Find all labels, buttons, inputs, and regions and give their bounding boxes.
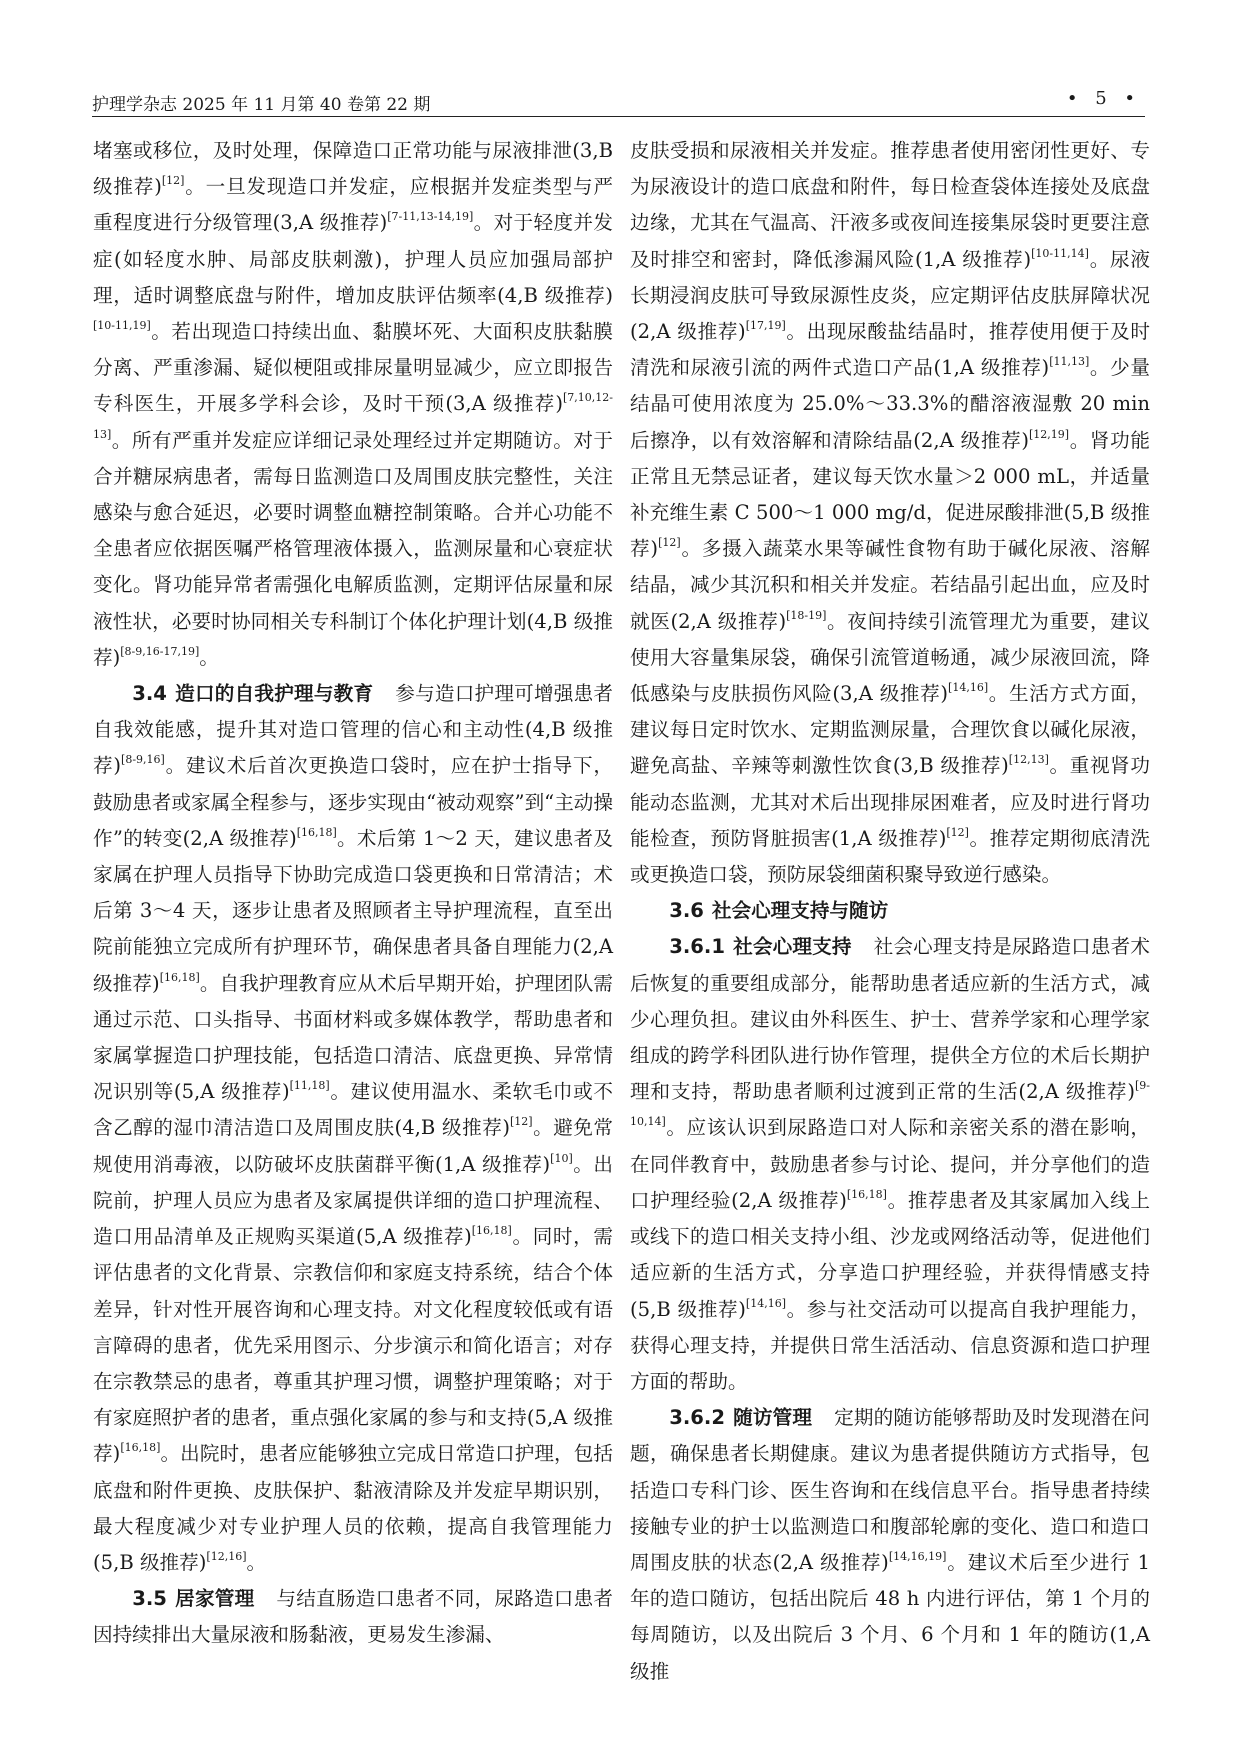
section-3-6-1 xyxy=(630,929,1150,1400)
citation-ref: [12,13] xyxy=(1008,753,1049,767)
citation-ref: [16,18] xyxy=(120,1441,161,1455)
paragraph-home-management xyxy=(630,133,1150,893)
text-run: 。同时，需评估患者的文化背景、宗教信仰和家庭支持系统，结合个体差异，针对性开展咨询和心理支持。对文化程度较低或有语言障碍的患者，优先采用图示、分步演示和简化语言；对存在宗教禁忌的患者，尊重其护理习惯，调整护理策略；对于有家庭照护者的患者，重点强化家属的参与和支持(5,A 级推荐) xyxy=(93,1225,613,1466)
citation-ref: [18-19] xyxy=(786,608,827,622)
citation-ref: [12] xyxy=(946,825,969,839)
section-3-5 xyxy=(93,1581,613,1653)
paragraph-complication-management xyxy=(93,133,613,676)
text-run: 。少量结晶可使用浓度为 25.0%～33.3%的醋溶液湿敷 20 min 后擦净，以有效溶解和清除结晶(2,A 级推荐) xyxy=(630,356,1150,452)
header-rule xyxy=(92,116,1145,117)
section-3-6 xyxy=(630,893,1150,929)
running-header xyxy=(92,86,1141,116)
citation-ref: [8-9,16] xyxy=(121,753,165,767)
text-run: 参与造口护理可增强患者自我效能感，提升其对造口管理的信心和主动性(4,B 级推荐) xyxy=(93,682,614,778)
journal-citation: 护理学杂志 2025 年 11 月第 40 卷第 22 期 xyxy=(92,95,431,115)
text-run: 。出院前，护理人员应为患者及家属提供详细的造口护理流程、造口用品清单及正规购买渠道(5,A 级推荐) xyxy=(93,1152,613,1249)
citation-ref: [16,18] xyxy=(296,825,337,839)
section-3-6-2 xyxy=(630,1400,1150,1690)
citation-ref: [12] xyxy=(658,536,681,550)
text-run: 。肾功能正常且无禁忌证者，建议每天饮水量＞2 000 mL，并适量补充维生素 C 500～1 000 mg/d，促进尿酸排泄(5,B 级推荐) xyxy=(630,428,1150,561)
section-title: 社会心理支持 xyxy=(732,935,852,959)
citation-ref: [9-10,14] xyxy=(630,1079,1150,1129)
text-run: 。参与社交活动可以提高自我护理能力，获得心理支持，并提供日常生活活动、信息资源和造口护理方面的帮助。 xyxy=(630,1297,1150,1393)
section-title: 造口的自我护理与教育 xyxy=(174,682,374,706)
section-number: 3.4 xyxy=(132,682,167,706)
text-run: 与结直肠造口患者不同，尿路造口患者因持续排出大量尿液和肠黏液，更易发生渗漏、 xyxy=(93,1587,614,1647)
text-run: 。重视肾功能动态监测，尤其对术后出现排尿困难者，应及时进行肾功能检查，预防肾脏损害(1,A 级推荐) xyxy=(630,754,1150,850)
text-run: 。多摄入蔬菜水果等碱性食物有助于碱化尿液、溶解结晶，减少其沉积和相关并发症。若结晶引起出血，应及时就医(2,A 级推荐) xyxy=(630,537,1150,633)
citation-ref: [8-9,16-17,19] xyxy=(120,644,200,658)
citation-ref: [11,13] xyxy=(1049,355,1090,369)
citation-ref: [16,18] xyxy=(159,970,200,984)
section-title: 随访管理 xyxy=(732,1406,813,1430)
section-3-4 xyxy=(93,676,613,1581)
citation-ref: [12] xyxy=(161,174,185,188)
text-run: 社会心理支持是尿路造口患者术后恢复的重要组成部分，能帮助患者适应新的生活方式，减少心理负担。建议由外科医生、护士、营养学家和心理学家组成的跨学科团队进行协作管理，提供全方位的术后长期护理和支持，帮助患者顺利过渡到正常的生活(2,A 级推荐) xyxy=(630,935,1151,1104)
section-number: 3.6 xyxy=(669,899,704,923)
text-run: 皮肤受损和尿液相关并发症。推荐患者使用密闭性更好、专为尿液设计的造口底盘和附件，每日检查袋体连接处及底盘边缘，尤其在气温高、汗液多或夜间连接集尿袋时更要注意及时排空和密封，降低渗漏风险(1,A 级推荐) xyxy=(630,139,1150,271)
citation-ref: [10] xyxy=(550,1151,573,1165)
citation-ref: [7-11,13-14,19] xyxy=(387,210,474,224)
section-number: 3.5 xyxy=(132,1587,167,1611)
citation-ref: [14,16] xyxy=(745,1296,786,1310)
citation-ref: [12] xyxy=(510,1115,533,1129)
citation-ref: [10-11,14] xyxy=(1031,246,1089,260)
right-column xyxy=(630,133,1150,1690)
text-run: 。夜间持续引流管理尤为重要，建议使用大容量集尿袋，确保引流管道畅通，减少尿液回流，降低感染与皮肤损伤风险(3,A 级推荐) xyxy=(630,609,1151,706)
citation-ref: [11,18] xyxy=(289,1079,330,1093)
text-run: 。应该认识到尿路造口对人际和亲密关系的潜在影响，在同伴教育中，鼓励患者参与讨论、提问，并分享他们的造口护理经验(2,A 级推荐) xyxy=(630,1116,1150,1212)
text-run: 堵塞或移位，及时处理，保障造口正常功能与尿液排泄(3,B 级推荐) xyxy=(93,139,613,199)
text-run: 。出院时，患者应能够独立完成日常造口护理，包括底盘和附件更换、皮肤保护、黏液清除及并发症早期识别，最大程度减少对专业护理人员的依赖，提高自我管理能力(5,B 级推荐) xyxy=(93,1442,613,1574)
section-number: 3.6.1 xyxy=(669,935,725,959)
section-number: 3.6.2 xyxy=(669,1406,725,1430)
text-run: 。建议使用温水、柔软毛巾或不含乙醇的湿巾清洁造口及周围皮肤(4,B 级推荐) xyxy=(93,1080,613,1140)
text-run: 。避免常规使用消毒液，以防破坏皮肤菌群平衡(1,A 级推荐) xyxy=(93,1116,614,1176)
text-run: 。推荐定期彻底清洗或更换造口袋，预防尿袋细菌积聚导致逆行感染。 xyxy=(630,826,1150,887)
citation-ref: [17,19] xyxy=(745,319,786,333)
text-run: 。建议术后首次更换造口袋时，应在护士指导下，鼓励患者或家属全程参与，逐步实现由“被动观察”到“主动操作”的转变(2,A 级推荐) xyxy=(93,754,614,850)
left-column xyxy=(93,133,613,1654)
text-run: 。建议术后至少进行 1 年的造口随访，包括出院后 48 h 内进行评估，第 1 个月的每周随访，以及出院后 3 个月、6 个月和 1 年的随访(1,A 级推 xyxy=(630,1550,1150,1683)
section-title: 社会心理支持与随访 xyxy=(711,899,889,923)
text-run: 。术后第 1～2 天，建议患者及家属在护理人员指导下协助完成造口袋更换和日常清洁；术后第 3～4 天，逐步让患者及照顾者主导护理流程，直至出院前能独立完成所有护理环节，确保患者具备自理能力(2,A 级推荐) xyxy=(93,826,613,995)
citation-ref: [14,16,19] xyxy=(888,1549,947,1563)
text-run: 。所有严重并发症应详细记录处理经过并定期随访。对于合并糖尿病患者，需每日监测造口及周围皮肤完整性，关注感染与愈合延迟，必要时调整血糖控制策略。合并心功能不全患者应依据医嘱严格管理液体摄入，监测尿量和心衰症状变化。肾功能异常者需强化电解质监测，定期评估尿量和尿液性状，必要时协同相关专科制订个体化护理计划(4,B 级推荐) xyxy=(93,428,613,669)
page-number: • 5 • xyxy=(1066,88,1141,109)
text-run: 。自我护理教育应从术后早期开始，护理团队需通过示范、口头指导、书面材料或多媒体教学，帮助患者和家属掌握造口护理技能，包括造口清洁、底盘更换、异常情况识别等(5,A 级推荐) xyxy=(93,971,613,1104)
text-run: 。生活方式方面，建议每日定时饮水、定期监测尿量，合理饮食以碱化尿液，避免高盐、辛辣等刺激性饮食(3,B 级推荐) xyxy=(630,682,1150,778)
text-run: 。若出现造口持续出血、黏膜坏死、大面积皮肤黏膜分离、严重渗漏、疑似梗阻或排尿量明显减少，应立即报告专科医生，开展多学科会诊，及时干预(3,A 级推荐) xyxy=(93,320,613,416)
citation-ref: [10-11,19] xyxy=(93,319,151,333)
text-run: 。推荐患者及其家属加入线上或线下的造口相关支持小组、沙龙或网络活动等，促进他们适应新的生活方式，分享造口护理经验，并获得情感支持(5,B 级推荐) xyxy=(630,1188,1150,1321)
text-run: 。出现尿酸盐结晶时，推荐使用便于及时清洗和尿液引流的两件式造口产品(1,A 级推荐) xyxy=(630,320,1150,380)
text-run: 。尿液长期浸润皮肤可导致尿源性皮炎，应定期评估皮肤屏障状况(2,A 级推荐) xyxy=(630,247,1150,344)
citation-ref: [14,16] xyxy=(948,681,989,695)
citation-ref: [16,18] xyxy=(471,1224,512,1238)
text-run: 。对于轻度并发症(如轻度水肿、局部皮肤刺激)，护理人员应加强局部护理，适时调整底盘与附件，增加皮肤评估频率(4,B 级推荐) xyxy=(93,211,613,307)
text-run: 定期的随访能够帮助及时发现潜在问题，确保患者长期健康。建议为患者提供随访方式指导，包括造口专科门诊、医生咨询和在线信息平台。指导患者持续接触专业的护士以监测造口和腹部轮廓的变化、造口和造口周围皮肤的状态(2,A 级推荐) xyxy=(630,1406,1151,1574)
text-run: 。一旦发现造口并发症，应根据并发症类型与严重程度进行分级管理(3,A 级推荐) xyxy=(93,175,613,235)
citation-ref: [12,19] xyxy=(1028,427,1070,441)
citation-ref: [7,10,12-13] xyxy=(93,391,613,441)
section-title: 居家管理 xyxy=(174,1587,255,1611)
text-run: 。 xyxy=(246,1550,267,1574)
text-run: 。 xyxy=(199,645,219,669)
citation-ref: [16,18] xyxy=(846,1187,887,1201)
citation-ref: [12,16] xyxy=(206,1549,247,1563)
